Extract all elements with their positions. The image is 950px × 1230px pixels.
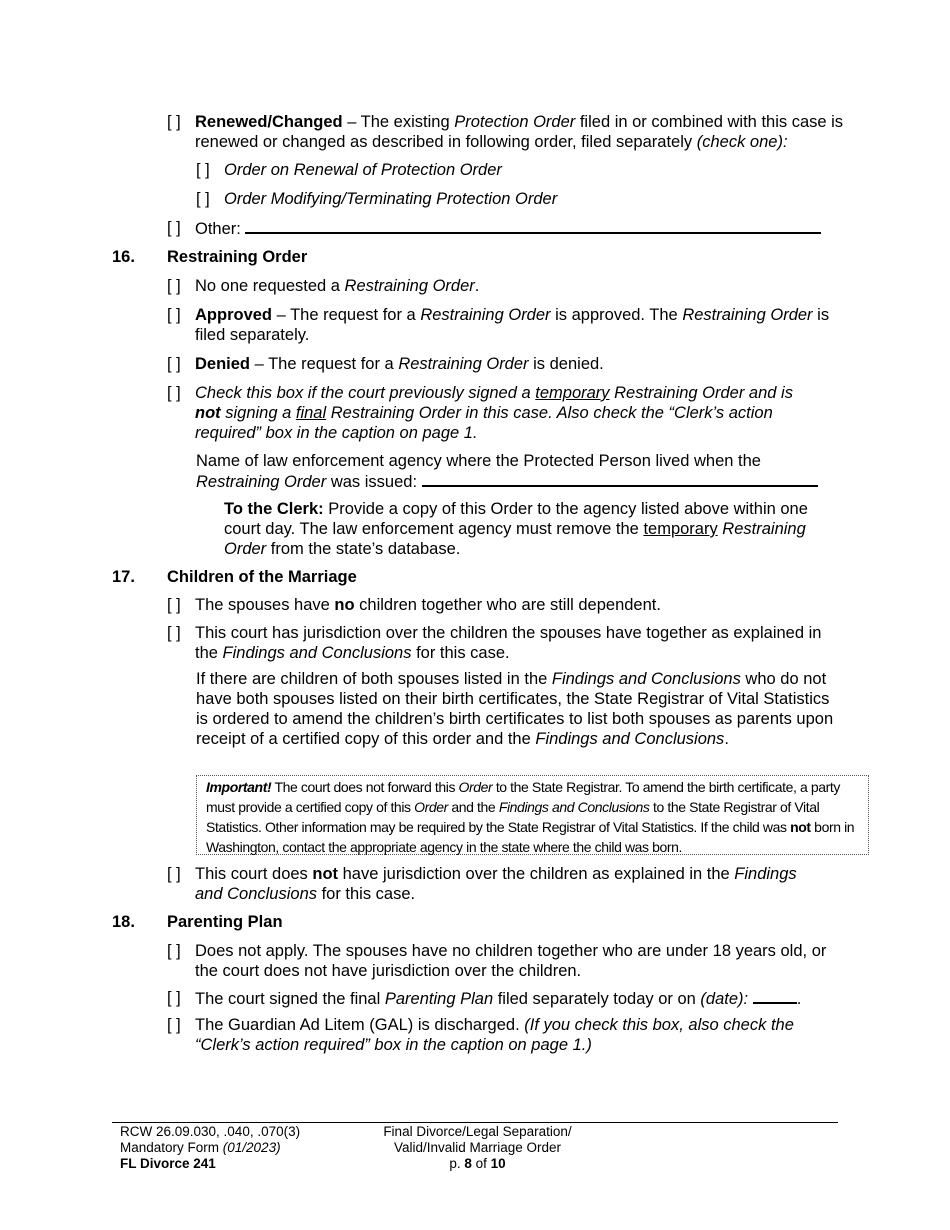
s17-option-1-checkbox[interactable]: [ ]	[167, 596, 181, 614]
other-blank[interactable]	[245, 218, 821, 234]
important-note: Important! The court does not forward this Order to the State Registrar. To amend the birth certificate, a party must provide a certified copy of this Order and the Findings and Conclusions to the State Registrar of Vital Statistics. Other information may be required by the State Registrar of Vital Statistics. If the child was not born in Washington, contact the appropriate agency in the state where the child was born.	[196, 775, 869, 855]
s18-option-1-text: Does not apply. The spouses have no children together who are under 18 years old, or the court does not have jurisdiction over the children.	[195, 942, 827, 980]
footer-left	[120, 1124, 300, 1172]
s16-option-2-checkbox[interactable]: [ ]	[167, 306, 181, 324]
renew-option-2-checkbox[interactable]: [ ]	[196, 190, 210, 208]
clerk-instruction: To the Clerk: Provide a copy of this Order to the agency listed above within one court day. The law enforcement agency must remove the temporary Restraining Order from the state’s database.	[224, 500, 808, 558]
footer-page: p. 8 of 10	[449, 1156, 506, 1171]
s16-option-4-checkbox[interactable]: [ ]	[167, 384, 181, 402]
s18-option-3	[167, 1015, 847, 1055]
renew-option-2-text: Order Modifying/Terminating Protection Order	[224, 190, 558, 208]
s18-option-2-text: The court signed the final Parenting Plan filed separately today or on (date): .	[195, 990, 802, 1008]
date-blank[interactable]	[753, 988, 797, 1004]
footer-divider	[112, 1122, 838, 1123]
section-17-title: Children of the Marriage	[167, 568, 357, 586]
s16-option-1	[167, 276, 847, 296]
s18-option-1	[167, 941, 847, 981]
s16-option-2	[167, 305, 847, 345]
s16-option-1-text: No one requested a Restraining Order.	[195, 277, 480, 295]
s16-option-3	[167, 354, 847, 374]
section-18-number: 18.	[112, 913, 135, 931]
footer-title-1: Final Divorce/Legal Separation/	[383, 1124, 572, 1139]
s17-option-2-text: This court has jurisdiction over the children the spouses have together as explained in the Findings and Conclusions for this case.	[195, 624, 822, 662]
section-18-title: Parenting Plan	[167, 913, 283, 931]
renewed-text: Renewed/Changed – The existing Protection Order filed in or combined with this case is renewed or changed as described in following order, filed separately (check one):	[195, 113, 844, 151]
agency-field	[196, 451, 836, 492]
s17-option-3-checkbox[interactable]: [ ]	[167, 865, 181, 883]
renew-option-1-checkbox[interactable]: [ ]	[196, 161, 210, 179]
renewed-option	[167, 112, 847, 152]
s18-option-2	[167, 988, 847, 1009]
section-16-title: Restraining Order	[167, 248, 308, 266]
other-option	[167, 218, 847, 239]
s16-option-4	[167, 383, 797, 443]
s17-option-1-text: The spouses have no children together who are still dependent.	[195, 596, 661, 614]
s18-option-2-checkbox[interactable]: [ ]	[167, 989, 181, 1007]
s16-option-1-checkbox[interactable]: [ ]	[167, 277, 181, 295]
other-text: Other:	[195, 218, 847, 239]
s17-option-2	[167, 623, 847, 663]
agency-text-italic: Restraining Order	[196, 473, 327, 491]
renew-option-1	[196, 160, 846, 180]
s17-option-3-text: This court does not have jurisdiction over the children as explained in the Findings and Conclusions for this case.	[195, 865, 797, 903]
agency-text-2: was issued:	[326, 473, 418, 491]
footer-form-id: FL Divorce 241	[120, 1156, 216, 1171]
agency-blank[interactable]	[422, 471, 818, 487]
footer-rcw: RCW 26.09.030, .040, .070(3)	[120, 1124, 301, 1139]
birth-certificate-paragraph: If there are children of both spouses listed in the Findings and Conclusions who do not have both spouses listed on their birth certificates, the State Registrar of Vital Statistics is ordered to amend the children’s birth certificates to list both spouses as parents upon receipt of a certified copy of this order and the Findings and Conclusions.	[196, 670, 834, 748]
s16-option-2-text: Approved – The request for a Restraining Order is approved. The Restraining Order is filed separately.	[195, 306, 830, 344]
s18-option-1-checkbox[interactable]: [ ]	[167, 942, 181, 960]
s17-option-1	[167, 595, 847, 615]
s18-option-3-checkbox[interactable]: [ ]	[167, 1016, 181, 1034]
s16-option-3-checkbox[interactable]: [ ]	[167, 355, 181, 373]
renewed-checkbox[interactable]: [ ]	[167, 113, 181, 131]
s16-option-4-text: Check this box if the court previously signed a temporary Restraining Order and is not signing a final Restraining Order in this case. Also check the “Clerk’s action required” box in the caption on page 1.	[195, 384, 793, 442]
footer-center	[360, 1124, 595, 1172]
section-17-number: 17.	[112, 568, 135, 586]
agency-text-1: Name of law enforcement agency where the Protected Person lived when the	[196, 452, 761, 470]
renew-option-1-text: Order on Renewal of Protection Order	[224, 161, 502, 179]
footer-form: Mandatory Form (01/2023)	[120, 1140, 281, 1155]
s17-option-3	[167, 864, 827, 904]
renew-option-2	[196, 189, 846, 209]
footer-title-2: Valid/Invalid Marriage Order	[393, 1140, 562, 1155]
s17-option-2-checkbox[interactable]: [ ]	[167, 624, 181, 642]
other-checkbox[interactable]: [ ]	[167, 219, 181, 237]
s16-option-3-text: Denied – The request for a Restraining Order is denied.	[195, 355, 604, 373]
s18-option-3-text: The Guardian Ad Litem (GAL) is discharged. (If you check this box, also check the “Clerk’s action required” box in the caption on page 1.)	[195, 1016, 794, 1054]
section-16-number: 16.	[112, 248, 135, 266]
